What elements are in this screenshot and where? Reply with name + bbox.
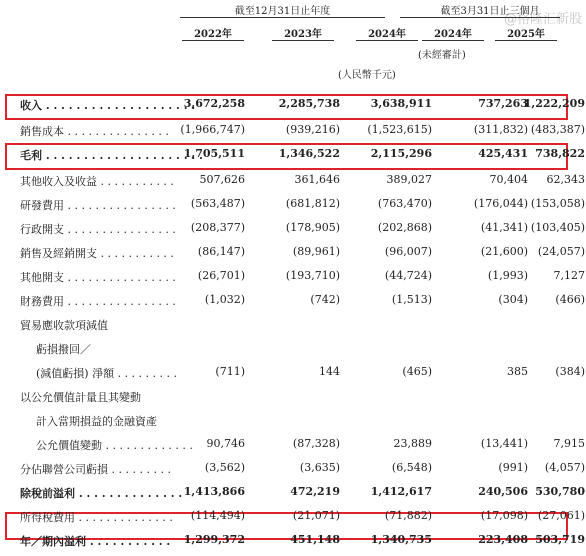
row-value: 1,340,735 xyxy=(370,533,432,546)
table-row xyxy=(0,264,586,288)
watermark: @格隆汇新股 xyxy=(503,12,582,27)
year-header-2023: 2023年 xyxy=(284,29,322,40)
row-label: 所得稅費用 . . . . . . . . . . . . . . xyxy=(20,511,173,524)
row-value: 1,413,866 xyxy=(183,485,245,498)
year-underline xyxy=(182,40,244,41)
row-value: (24,057) xyxy=(537,245,585,258)
row-value: (87,328) xyxy=(292,437,340,450)
table-row xyxy=(0,312,586,336)
row-label: 貿易應收款項減值 xyxy=(20,319,108,332)
row-value: 425,431 xyxy=(478,147,528,160)
row-value: (1,513) xyxy=(391,293,432,306)
row-value: 1,299,372 xyxy=(183,533,245,546)
row-value: 507,626 xyxy=(199,173,245,186)
row-label: 行政開支 . . . . . . . . . . . . . . . . xyxy=(20,223,176,236)
row-label: 銷售成本 . . . . . . . . . . . . . . . xyxy=(20,125,169,138)
row-value: 1,346,522 xyxy=(278,147,340,160)
table-row xyxy=(0,504,586,528)
row-value: (71,882) xyxy=(384,509,432,522)
row-value: (17,098) xyxy=(480,509,528,522)
year-underline xyxy=(422,40,484,41)
table-row xyxy=(0,360,586,384)
row-value: (153,058) xyxy=(530,197,585,210)
unaudited-note: (未經審計) xyxy=(418,50,466,61)
row-value: (1,966,747) xyxy=(180,123,245,136)
header-underline-quarter xyxy=(400,17,560,18)
row-value: (563,487) xyxy=(190,197,245,210)
row-value: (96,007) xyxy=(384,245,432,258)
year-header-2024-q1: 2024年 xyxy=(434,29,472,40)
table-row xyxy=(0,216,586,240)
table-row xyxy=(0,480,586,504)
header-group-annual: 截至12月31日止年度 xyxy=(234,6,331,17)
row-value: (21,600) xyxy=(480,245,528,258)
row-value: (384) xyxy=(555,365,585,378)
table-row xyxy=(0,92,586,118)
row-value: 70,404 xyxy=(489,173,528,186)
row-value: (193,710) xyxy=(285,269,340,282)
row-value: 62,343 xyxy=(546,173,585,186)
row-value: 3,672,258 xyxy=(183,97,245,110)
row-value: (4,057) xyxy=(544,461,585,474)
row-value: (763,470) xyxy=(377,197,432,210)
row-value: (465) xyxy=(402,365,432,378)
row-value: (483,387) xyxy=(530,123,585,136)
row-value: (1,032) xyxy=(204,293,245,306)
row-label: 其他開支 . . . . . . . . . . . . . . . . xyxy=(20,271,176,284)
row-value: 7,915 xyxy=(553,437,585,450)
row-label: 財務費用 . . . . . . . . . . . . . . . . xyxy=(20,295,176,308)
row-value: 7,127 xyxy=(553,269,585,282)
row-value: (86,147) xyxy=(197,245,245,258)
row-label: 毛利 . . . . . . . . . . . . . . . . . . . . . xyxy=(20,149,203,162)
row-label: (減值虧損) 淨額 . . . . . . . . . xyxy=(36,367,178,380)
row-label: 年／期內溢利 . . . . . . . . . . . xyxy=(20,535,171,548)
row-value: 3,638,911 xyxy=(370,97,432,110)
year-underline xyxy=(495,40,557,41)
row-label: 公允價值變動 . . . . . . . . . . . . . xyxy=(36,439,193,452)
row-value: (742) xyxy=(310,293,340,306)
row-label: 其他收入及收益 . . . . . . . . . . . xyxy=(20,175,174,188)
row-value: (1,523,615) xyxy=(367,123,432,136)
table-row xyxy=(0,118,586,142)
row-value: (103,405) xyxy=(530,221,585,234)
row-value: (13,441) xyxy=(480,437,528,450)
row-value: (178,905) xyxy=(285,221,340,234)
row-value: (208,377) xyxy=(190,221,245,234)
row-label: 研發費用 . . . . . . . . . . . . . . . . xyxy=(20,199,176,212)
row-value: (466) xyxy=(555,293,585,306)
header-underline-annual xyxy=(180,17,385,18)
row-value: 361,646 xyxy=(294,173,340,186)
row-value: (939,216) xyxy=(285,123,340,136)
table-row xyxy=(0,408,586,432)
row-value: 240,506 xyxy=(478,485,528,498)
row-value: 223,408 xyxy=(478,533,528,546)
year-header-2022: 2022年 xyxy=(194,29,232,40)
year-header-2024: 2024年 xyxy=(368,29,406,40)
row-value: 23,889 xyxy=(393,437,432,450)
table-row xyxy=(0,240,586,264)
statement-rows xyxy=(0,92,586,556)
table-row xyxy=(0,384,586,408)
row-value: 1,705,511 xyxy=(183,147,245,160)
row-value: 144 xyxy=(319,365,340,378)
row-value: 2,115,296 xyxy=(370,147,432,160)
row-value: (26,701) xyxy=(197,269,245,282)
row-value: 530,780 xyxy=(535,485,585,498)
table-row xyxy=(0,192,586,216)
row-value: 472,219 xyxy=(290,485,340,498)
row-value: (1,993) xyxy=(487,269,528,282)
row-value: (6,548) xyxy=(391,461,432,474)
row-value: (21,071) xyxy=(292,509,340,522)
row-value: 451,148 xyxy=(290,533,340,546)
row-value: (41,341) xyxy=(480,221,528,234)
year-header-2025-q1: 2025年 xyxy=(507,29,545,40)
row-label: 銷售及經銷開支 . . . . . . . . . . . xyxy=(20,247,174,260)
year-underline xyxy=(356,40,418,41)
row-value: 738,822 xyxy=(535,147,585,160)
row-label: 虧損撥回／ xyxy=(36,343,91,356)
row-value: (27,061) xyxy=(537,509,585,522)
unit-note: (人民幣千元) xyxy=(338,70,396,81)
row-value: (304) xyxy=(498,293,528,306)
table-row xyxy=(0,142,586,168)
year-underline xyxy=(272,40,334,41)
row-value: 737,263 xyxy=(478,97,528,110)
row-value: 385 xyxy=(507,365,528,378)
row-value: (311,832) xyxy=(473,123,528,136)
row-value: 1,412,617 xyxy=(370,485,432,498)
row-label: 計入當期損益的金融資產 xyxy=(36,415,157,428)
row-value: (114,494) xyxy=(190,509,245,522)
table-row xyxy=(0,528,586,556)
row-value: 503,719 xyxy=(535,533,585,546)
row-value: 2,285,738 xyxy=(278,97,340,110)
row-value: 1,222,209 xyxy=(523,97,585,110)
row-label: 除稅前溢利 . . . . . . . . . . . . . . xyxy=(20,487,183,500)
row-value: (681,812) xyxy=(285,197,340,210)
row-label: 分佔聯營公司虧損 . . . . . . . . . xyxy=(20,463,171,476)
row-value: (176,044) xyxy=(473,197,528,210)
row-value: (3,562) xyxy=(204,461,245,474)
row-value: (711) xyxy=(215,365,245,378)
row-label: 收入 . . . . . . . . . . . . . . . . . . . . xyxy=(20,99,196,112)
header-group-quarter: 截至3月31日止三個月 xyxy=(440,6,540,17)
row-value: (202,868) xyxy=(377,221,432,234)
row-value: (991) xyxy=(498,461,528,474)
row-value: 90,746 xyxy=(206,437,245,450)
table-row xyxy=(0,288,586,312)
table-row xyxy=(0,432,586,456)
table-row xyxy=(0,336,586,360)
table-row xyxy=(0,456,586,480)
row-value: (44,724) xyxy=(384,269,432,282)
row-label: 以公允價值計量且其變動 xyxy=(20,391,141,404)
row-value: (3,635) xyxy=(299,461,340,474)
table-row xyxy=(0,168,586,192)
row-value: (89,961) xyxy=(292,245,340,258)
row-value: 389,027 xyxy=(386,173,432,186)
